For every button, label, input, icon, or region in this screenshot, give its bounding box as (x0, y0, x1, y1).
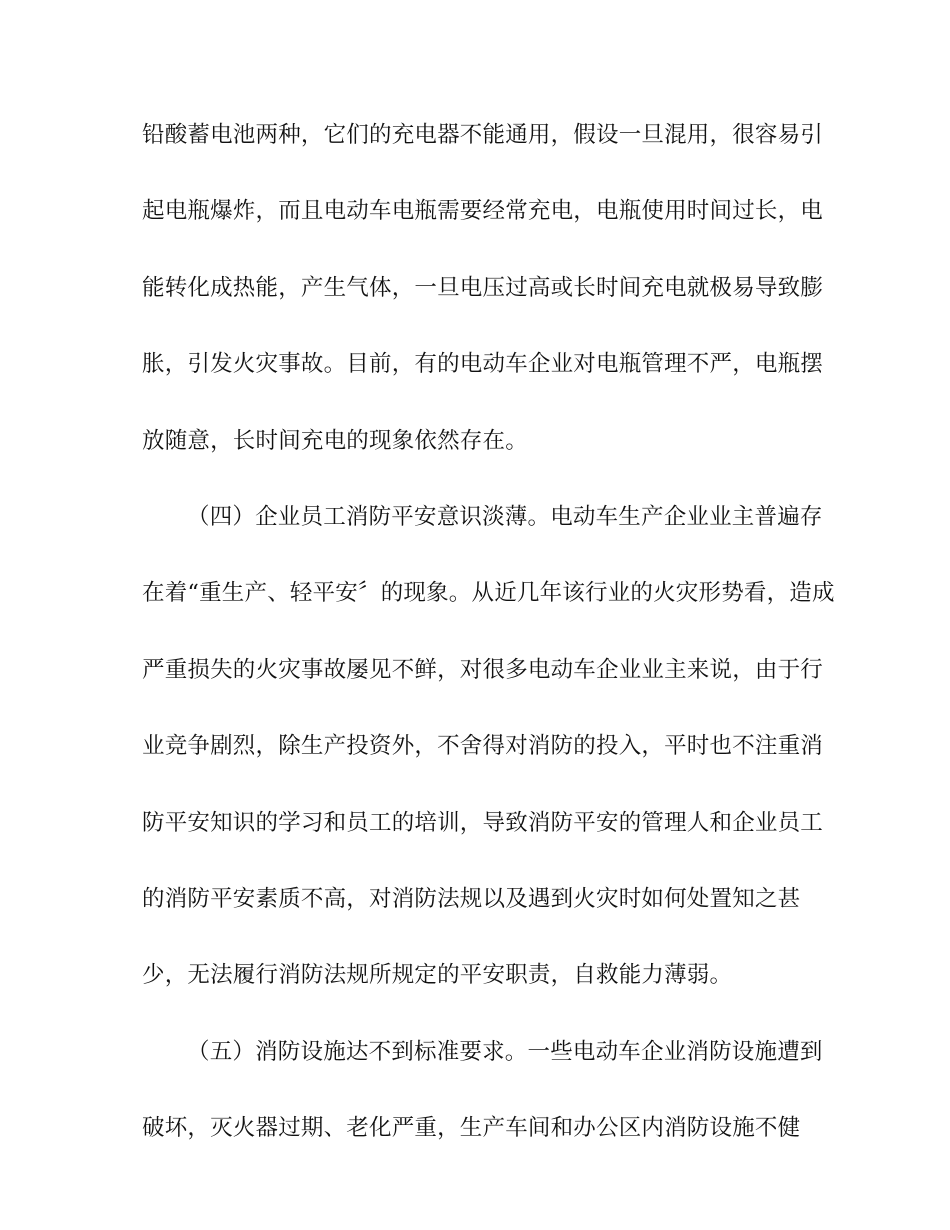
text-line: 防平安知识的学习和员工的培训，导致消防平安的管理人和企业员工 (142, 809, 824, 836)
text-line: 能转化成热能，产生气体，一旦电压过高或长时间充电就极易导致膨 (142, 274, 824, 301)
text-line: 起电瓶爆炸，而且电动车电瓶需要经常充电，电瓶使用时间过长，电 (142, 198, 824, 225)
text-line: 放随意，长时间充电的现象依然存在。 (142, 427, 528, 454)
body-text (142, 122, 835, 1191)
text-line: 严重损失的火灾事故屡见不鲜，对很多电动车企业业主来说，由于行 (142, 656, 824, 683)
text-line: 在着“重生产、轻平安〞的现象。从近几年该行业的火灾形势看，造成 (142, 580, 835, 607)
text-line: 业竞争剧烈，除生产投资外，不舍得对消防的投入，平时也不注重消 (142, 733, 824, 760)
text-line: 破坏，灭火器过期、老化严重，生产车间和办公区内消防设施不健 (142, 1115, 801, 1142)
text-line: 的消防平安素质不高，对消防法规以及遇到火灾时如何处置知之甚 (142, 885, 801, 912)
section-five-heading-line: （五）消防设施达不到标准要求。一些电动车企业消防设施遭到 (187, 1038, 823, 1065)
text-line: 胀，引发火灾事故。目前，有的电动车企业对电瓶管理不严，电瓶摆 (142, 351, 824, 378)
text-line: 少，无法履行消防法规所规定的平安职责，自救能力薄弱。 (142, 962, 733, 989)
text-line: 铅酸蓄电池两种，它们的充电器不能通用，假设一旦混用，很容易引 (142, 122, 824, 148)
section-four-heading-line: （四）企业员工消防平安意识淡薄。电动车生产企业业主普遍存 (187, 503, 823, 530)
